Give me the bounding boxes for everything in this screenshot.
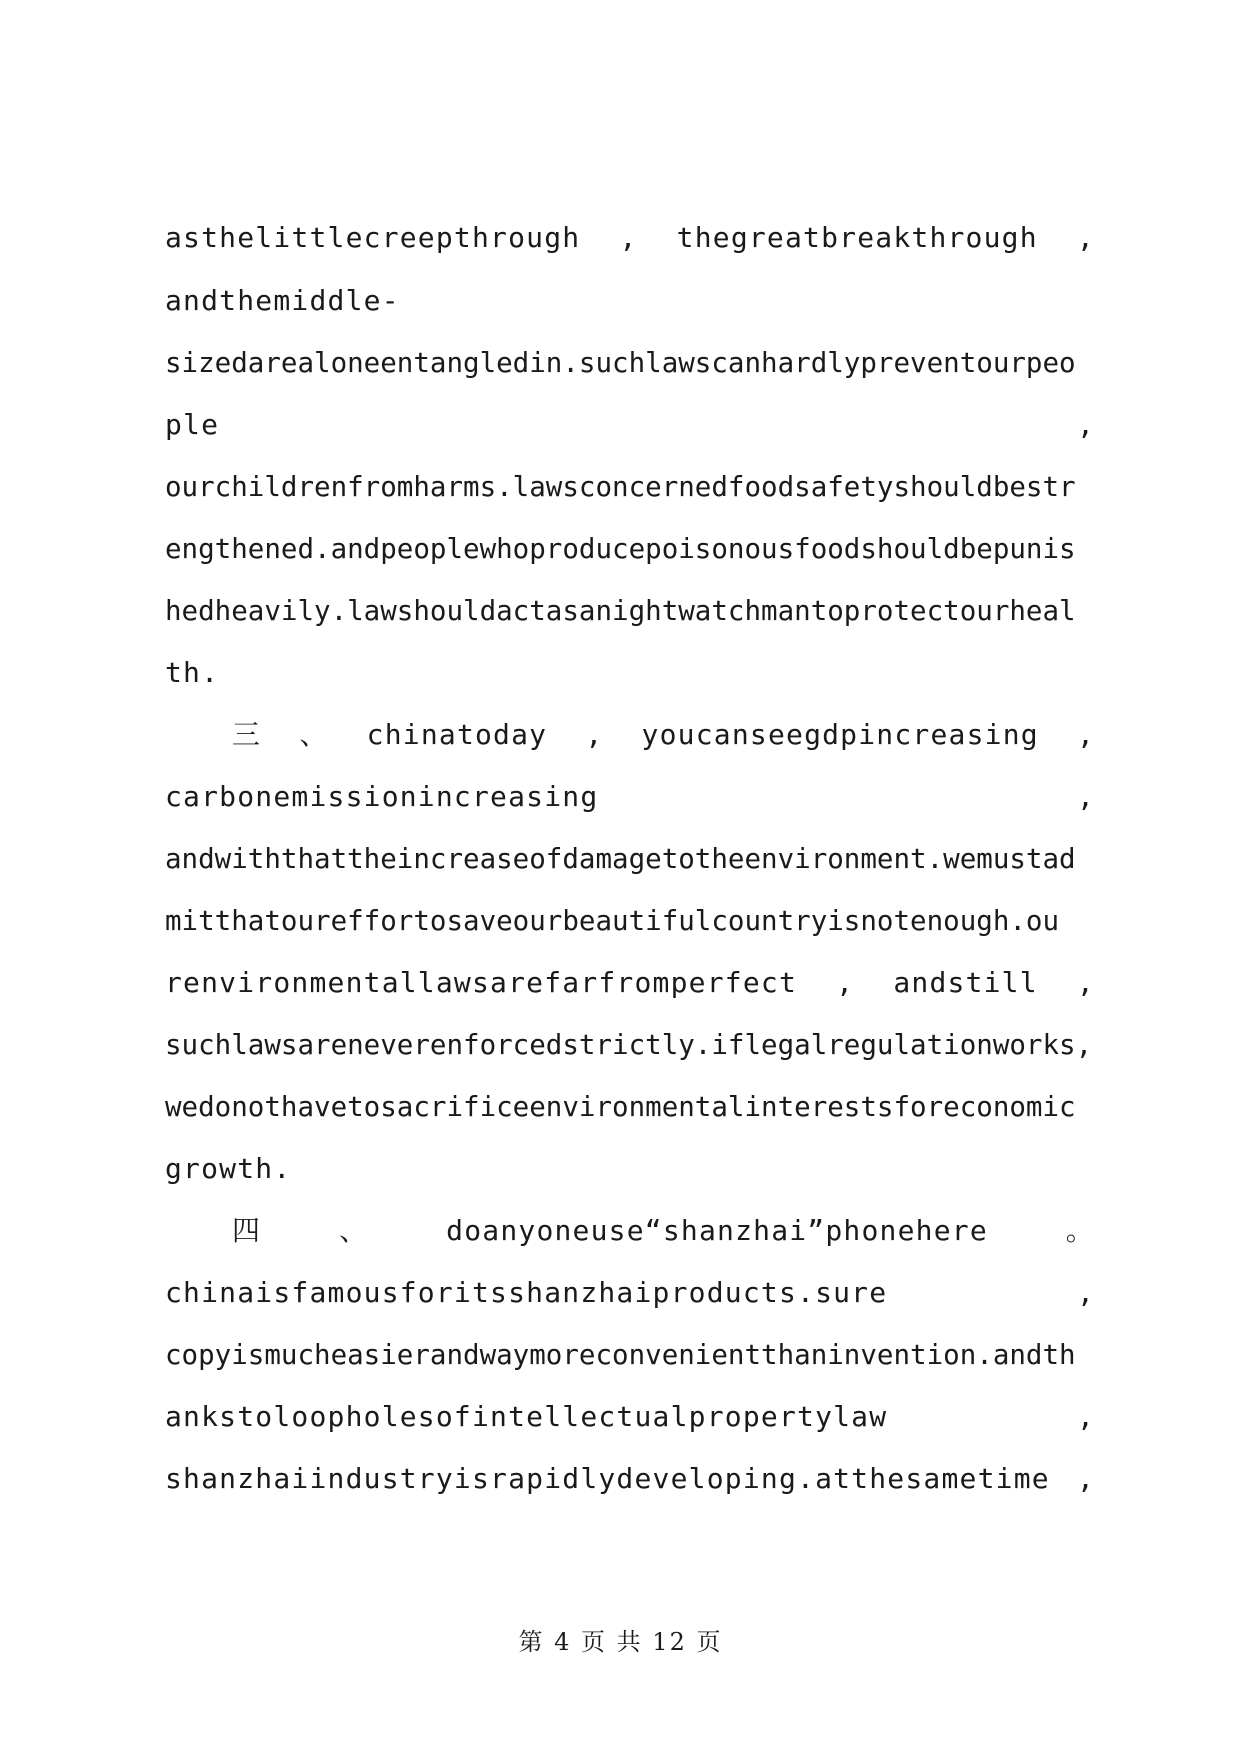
text-segment: youcanseegdpincreasing xyxy=(641,718,1039,751)
text-segment: copyismucheasierandwaymoreconvenientthaninvention.andth xyxy=(165,1339,1076,1371)
text-segment: , xyxy=(1076,221,1095,254)
text-line xyxy=(232,715,1095,755)
text-line xyxy=(165,343,1095,383)
text-segment: , xyxy=(1076,1462,1095,1495)
text-line xyxy=(165,1459,1095,1499)
text-segment: growth. xyxy=(165,1152,292,1185)
text-line xyxy=(165,218,1095,258)
text-line xyxy=(232,1211,1095,1251)
text-segment: 三 xyxy=(232,718,262,751)
text-line xyxy=(165,1087,1095,1127)
text-segment: andwiththattheincreaseofdamagetotheenvironment.wemustad xyxy=(165,843,1076,875)
text-segment: , xyxy=(1076,718,1095,751)
text-segment: 、 xyxy=(299,718,329,751)
text-segment: , xyxy=(1076,408,1095,441)
text-segment: mitthatoureffortosaveourbeautifulcountryisnotenough.ou xyxy=(165,905,1060,937)
text-line xyxy=(165,529,1095,569)
page-footer: 第 4 页 共 12 页 xyxy=(518,1628,723,1656)
text-segment: doanyoneuse“shanzhai”phonehere xyxy=(446,1214,988,1247)
text-line xyxy=(165,1025,1095,1065)
text-segment: 。 xyxy=(1065,1214,1095,1247)
text-line xyxy=(165,653,1095,693)
text-segment: , xyxy=(836,966,855,999)
text-segment: renvironmentallawsarefarfromperfect xyxy=(165,966,798,999)
text-segment: asthelittlecreepthrough xyxy=(165,221,581,254)
text-line xyxy=(165,1273,1095,1313)
text-segment: 四 xyxy=(232,1214,262,1247)
text-segment: chinatoday xyxy=(366,718,548,751)
text-segment: sizedarealoneentangledin.suchlawscanhardlypreventourpeo xyxy=(165,347,1076,379)
text-line xyxy=(165,839,1095,879)
text-line xyxy=(165,1149,1095,1189)
text-segment: , xyxy=(1076,780,1095,813)
text-segment: suchlawsareneverenforcedstrictly.iflegalregulationworks, xyxy=(165,1029,1093,1061)
text-segment: engthened.andpeoplewhoproducepoisonousfoodshouldbepunis xyxy=(165,533,1076,565)
text-line xyxy=(165,901,1095,941)
text-segment: 、 xyxy=(339,1214,369,1247)
text-line xyxy=(165,963,1095,1003)
text-line xyxy=(165,1397,1095,1437)
text-line xyxy=(165,1335,1095,1375)
text-segment: , xyxy=(585,718,604,751)
text-line xyxy=(165,405,1095,445)
text-segment: carbonemissionincreasing xyxy=(165,780,599,813)
text-segment: hedheavily.lawshouldactasanightwatchmantoprotectourheal xyxy=(165,595,1076,627)
text-segment: , xyxy=(1076,1400,1095,1433)
text-segment: ourchildrenfromharms.lawsconcernedfoodsafetyshouldbestr xyxy=(165,471,1076,503)
text-segment: thegreatbreakthrough xyxy=(676,221,1038,254)
text-line xyxy=(165,591,1095,631)
text-segment: andthemiddle- xyxy=(165,284,400,317)
text-segment: ple xyxy=(165,408,220,441)
text-segment: th. xyxy=(165,656,220,689)
text-line xyxy=(165,777,1095,817)
text-line xyxy=(165,467,1095,507)
text-segment: shanzhaiindustryisrapidlydeveloping.atthesametime xyxy=(165,1462,1050,1495)
text-segment: , xyxy=(619,221,638,254)
text-segment: andstill xyxy=(893,966,1038,999)
text-segment: , xyxy=(1076,966,1095,999)
text-segment: , xyxy=(1076,1276,1095,1309)
text-segment: ankstoloopholesofintellectualpropertylaw xyxy=(165,1400,888,1433)
text-segment: wedonothavetosacrificeenvironmentalinterestsforeconomic xyxy=(165,1091,1076,1123)
text-line xyxy=(165,281,1095,321)
text-segment: chinaisfamousforitsshanzhaiproducts.sure xyxy=(165,1276,888,1309)
